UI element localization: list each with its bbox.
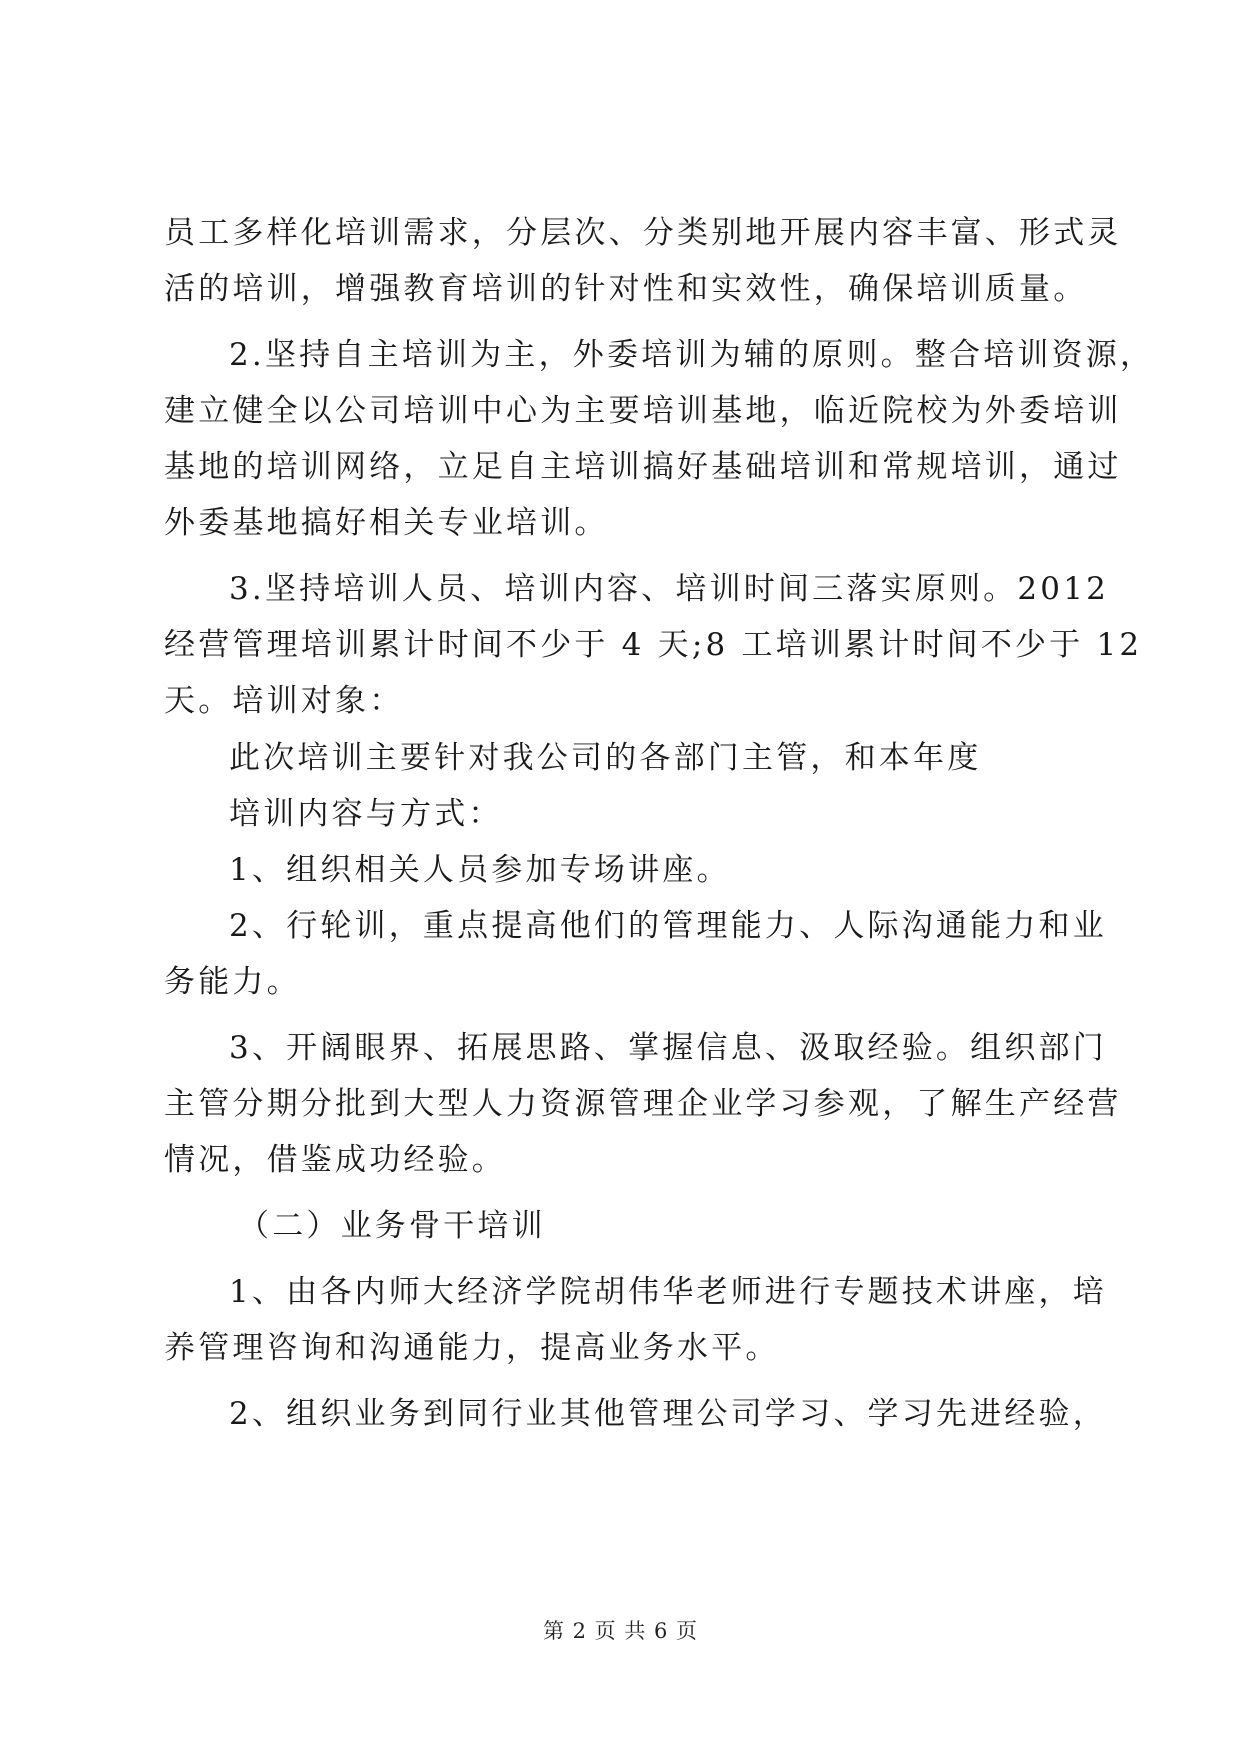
- page-number-footer: 第 2 页 共 6 页: [542, 1619, 699, 1643]
- body-text-line: 养管理咨询和沟通能力，提高业务水平。: [164, 1330, 780, 1366]
- body-text-line: 基地的培训网络，立足自主培训搞好基础培训和常规培训，通过: [164, 449, 1122, 485]
- list-item: 3、开阔眼界、拓展思路、掌握信息、汲取经验。组织部门: [229, 1030, 1107, 1066]
- body-text-line: 活的培训，增强教育培训的针对性和实效性，确保培训质量。: [164, 271, 1088, 307]
- body-text-line: 2.坚持自主培训为主，外委培训为辅的原则。整合培训资源，: [229, 337, 1155, 373]
- body-text-line: 天。培训对象：: [164, 683, 404, 719]
- body-text-line: 此次培训主要针对我公司的各部门主管，和本年度: [229, 740, 982, 776]
- list-item: 2、行轮训，重点提高他们的管理能力、人际沟通能力和业: [229, 908, 1107, 944]
- body-text-line: 建立健全以公司培训中心为主要培训基地，临近院校为外委培训: [164, 393, 1122, 429]
- list-item: 1、由各内师大经济学院胡伟华老师进行专题技术讲座，培: [229, 1274, 1107, 1310]
- section-heading: （二）业务骨干培训: [238, 1208, 546, 1244]
- body-text-line: 主管分期分批到大型人力资源管理企业学习参观，了解生产经营: [164, 1086, 1122, 1122]
- body-text-line: 外委基地搞好相关专业培训。: [164, 505, 609, 541]
- list-item: 1、组织相关人员参加专场讲座。: [229, 852, 731, 888]
- body-text-line: 3.坚持培训人员、培训内容、培训时间三落实原则。2012: [229, 571, 1110, 607]
- body-text-line: 员工多样化培训需求，分层次、分类别地开展内容丰富、形式灵: [164, 215, 1122, 251]
- section-heading: 培训内容与方式：: [229, 796, 503, 832]
- list-item: 2、组织业务到同行业其他管理公司学习、学习先进经验，: [229, 1396, 1107, 1432]
- body-text-line: 经营管理培训累计时间不少于 4 天;8 工培训累计时间不少于 12: [164, 627, 1143, 663]
- body-text-line: 情况，借鉴成功经验。: [164, 1142, 506, 1178]
- body-text-line: 务能力。: [164, 964, 301, 1000]
